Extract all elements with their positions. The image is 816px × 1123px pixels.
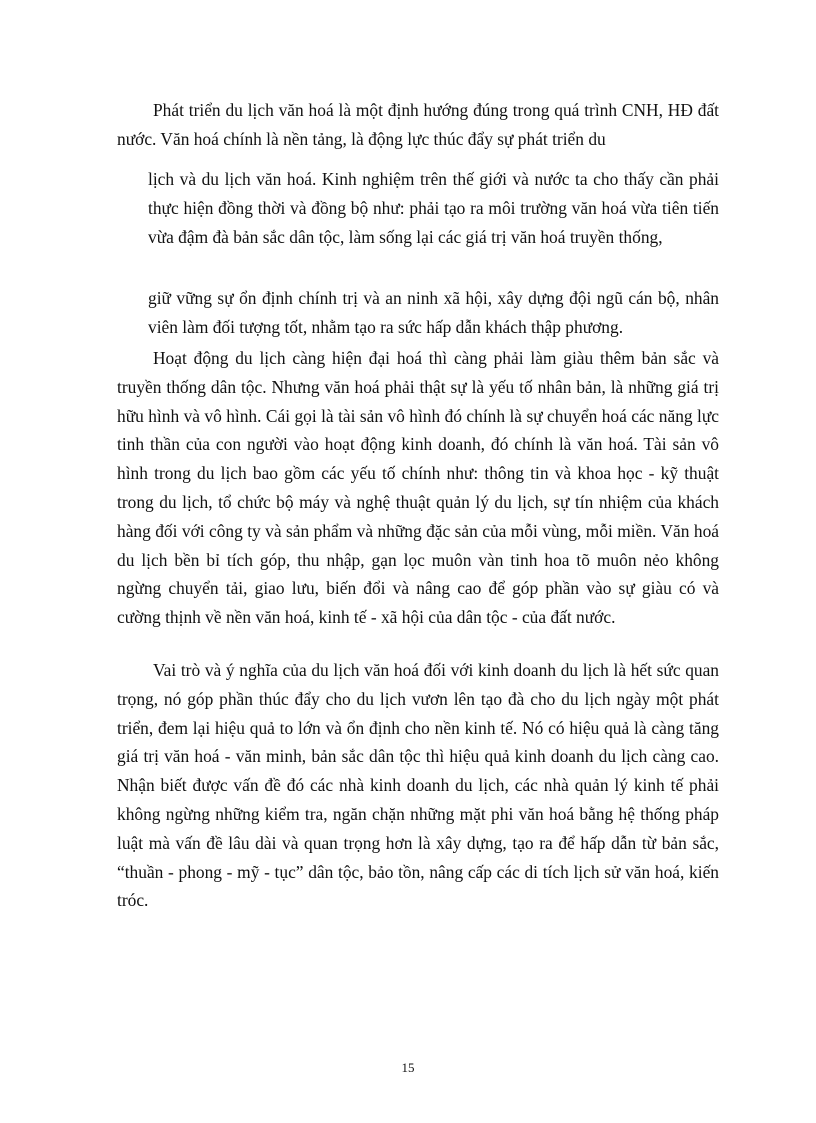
paragraph-1: Phát triển du lịch văn hoá là một định hướng đúng trong quá trình CNH, HĐ đất nước. Văn hoá chính là nền tảng, là động lực thúc đẩy sự phát triển du [117,100,719,149]
page-number: 15 [401,1060,415,1075]
paragraph-2: lịch và du lịch văn hoá. Kinh nghiệm trên thế giới và nước ta cho thấy cần phải thực hiện đồng thời và đồng bộ như: phải tạo ra môi trường văn hoá vừa tiên tiến vừa đậm đà bản sắc dân tộc, làm sống lại các giá trị văn hoá truyền thống, [148,169,719,247]
paragraph-5: Vai trò và ý nghĩa của du lịch văn hoá đối với kinh doanh du lịch là hết sức quan trọng, nó góp phần thúc đẩy cho du lịch vươn lên tạo đà cho du lịch ngày một phát triển, đem lại hiệu quả to lớn và ổn định cho nền kinh tế. Nó có hiệu quả là càng tăng giá trị văn hoá - văn minh, bản sắc dân tộc thì hiệu quả kinh doanh du lịch càng cao. Nhận biết được vấn đề đó các nhà kinh doanh du lịch, các nhà quản lý kinh tế phải không ngừng những kiểm tra, ngăn chặn những mặt phi văn hoá bằng hệ thống pháp luật mà vấn đề lâu dài và quan trọng hơn là xây dựng, tạo ra để hấp dẫn từ bản sắc, “thuần - phong - mỹ - tục” dân tộc, bảo tồn, nâng cấp các di tích lịch sử văn hoá, kiến tróc. [117,660,719,911]
paragraph-3: giữ vững sự ổn định chính trị và an ninh xã hội, xây dựng đội ngũ cán bộ, nhân viên làm đối tượng tốt, nhằm tạo ra sức hấp dẫn khách thập phương. [148,288,719,337]
paragraph-4: Hoạt động du lịch càng hiện đại hoá thì càng phải làm giàu thêm bản sắc và truyền thống dân tộc. Nhưng văn hoá phải thật sự là yếu tố nhân bản, là những giá trị hữu hình và vô hình. Cái gọi là tài sản vô hình đó chính là sự chuyển hoá các năng lực tinh thần của con người vào hoạt động kinh doanh, đó chính là văn hoá. Tài sản vô hình trong du lịch bao gồm các yếu tố chính như: thông tin và khoa học - kỹ thuật trong du lịch, tổ chức bộ máy và nghệ thuật quản lý du lịch, sự tín nhiệm của khách hàng đối với công ty và sản phẩm và những đặc sản của mỗi vùng, mỗi miền. Văn hoá du lịch bền bỉ tích góp, thu nhập, gạn lọc muôn vàn tinh hoa tõ muôn nẻo không ngừng chuyển tải, giao lưu, biến đổi và nâng cao để góp phần vào sự giàu có và cường thịnh về nền văn hoá, kinh tế - xã hội của dân tộc - của đất nước. [117,348,719,628]
